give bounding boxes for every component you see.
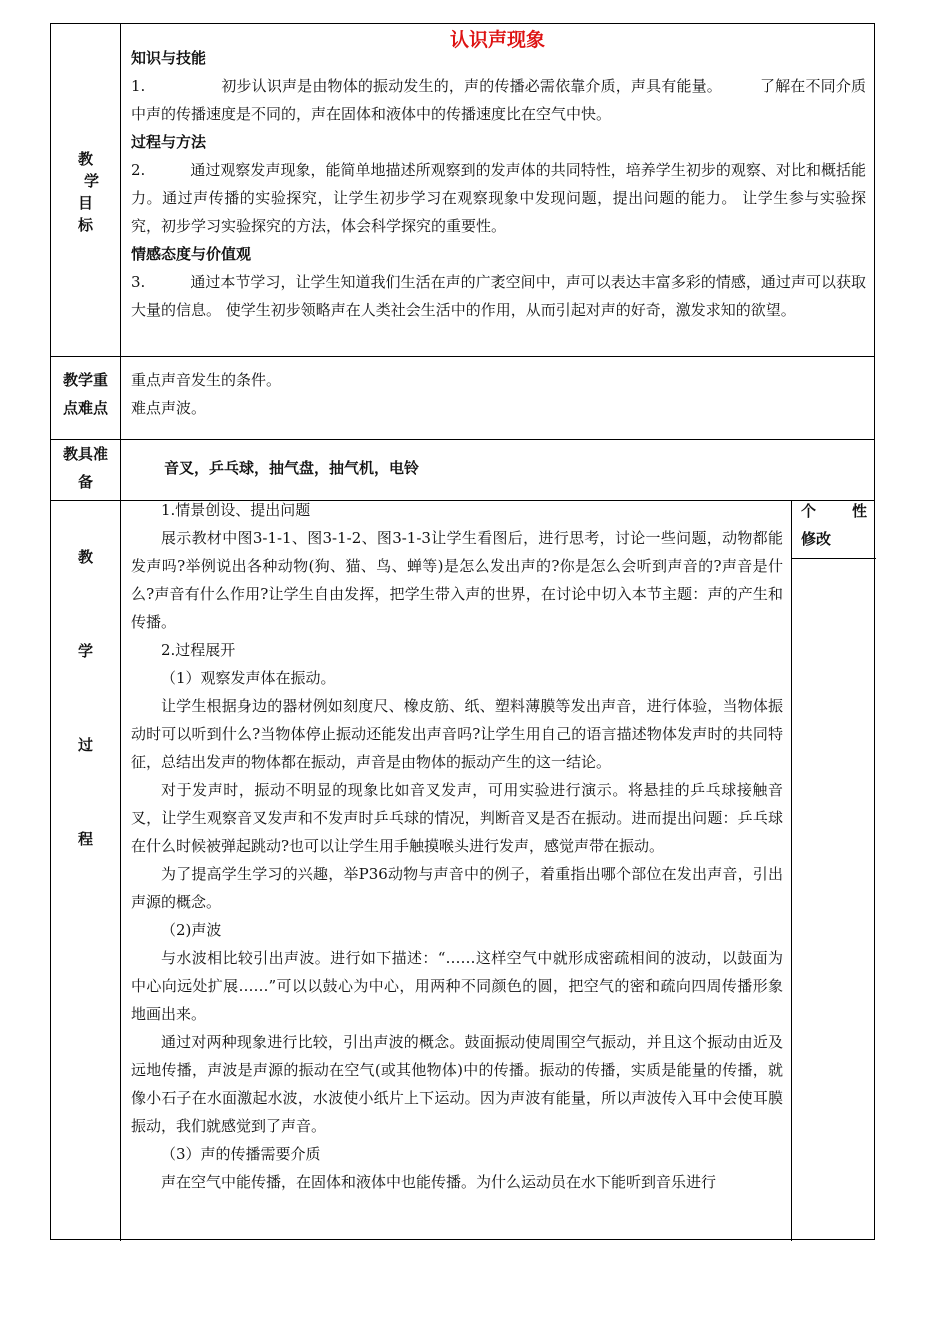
objective-paragraph: 3. 通过本节学习，让学生知道我们生活在声的广袤空间中，声可以表达丰富多彩的情感，通过声可以获取大量的信息。 使学生初步领略声在人类社会生活中的作用，从而引起对声的好奇，激发求知的欲望。 [131,273,866,319]
section-heading: 知识与技能 [131,49,207,67]
process-paragraph: 通过对两种现象进行比较，引出声波的概念。鼓面振动使周围空气振动，并且这个振动由近及远地传播，声波是声源的振动在空气(或其他物体)中的传播。振动的传播，实质是能量的传播，就像小石子在水面激起水波，水波使小纸片上下运动。因为声波有能量，所以声波传入耳中会使耳膜振动，我们就感觉到了声音。 [131,1033,783,1135]
row-divider [51,439,874,440]
section-heading: 过程与方法 [131,133,207,151]
process-paragraph: 对于发声时，振动不明显的现象比如音叉发声，可用实验进行演示。将悬挂的乒乓球接触音叉，让学生观察音叉发声和不发声时乒乓球的情况，判断音叉是否在振动。进而提出问题：乒乓球在什么时候被弹起跳动?也可以让学生用手触摸喉头进行发声，感觉声带在振动。 [131,781,783,855]
label-char: 学 [77,642,93,660]
label-char: 过 [77,736,93,754]
objective-paragraph: 2. 通过观察发声现象，能简单地描述所观察到的发声体的共同特性，培养学生初步的观察、对比和概括能力。通过声传播的实验探究，让学生初步学习在观察现象中发现问题，提出问题的能力。 让学生参与实验探究，初步学习实验探究的方法，体会科学探究的重要性。 [131,161,866,235]
process-paragraph: （3）声的传播需要介质 [161,1145,321,1163]
label-char: 标 [77,216,93,234]
difficulty-line: 难点声波。 [131,399,207,417]
process-paragraph: 1.情景创设、提出问题 [161,501,311,519]
key-points-label [51,366,120,422]
key-points-content [131,366,866,422]
process-paragraph: 与水波相比较引出声波。进行如下描述：“……这样空气中就形成密疏相间的波动，以鼓面为中心向远处扩展……”可以以鼓心为中心，用两种不同颜色的圆，把空气的密和疏向四周传播形象地画出来。 [131,949,783,1023]
label-char: 目 [77,194,93,212]
tools-list: 音叉，乒乓球，抽气盘，抽气机，电铃 [164,459,420,477]
label-char: 教 [77,548,93,566]
label-line: 教学重 [62,371,108,389]
section-heading: 情感态度与价值观 [131,245,252,263]
tools-label [51,440,120,496]
side-header-divider [791,558,876,559]
label-char: 学 [83,172,99,190]
process-paragraph: 为了提高学生学习的兴趣，举P36动物与声音中的例子，着重指出哪个部位在发出声音，引出声源的概念。 [131,865,783,911]
process-paragraph: 2.过程展开 [161,641,236,659]
side-column-divider [791,500,792,1241]
label-line: 备 [77,473,93,491]
key-point-line: 重点声音发生的条件。 [131,371,282,389]
process-paragraph: 展示教材中图3-1-1、图3-1-2、图3-1-3让学生看图后，进行思考，讨论一些问题，动物都能发声吗?举例说出各种动物(狗、猫、鸟、蝉等)是怎么发出声的?你是怎么会听到声音的?声音是什么?声音有什么作用?让学生自由发挥，把学生带入声的世界，在讨论中切入本节主题：声的产生和传播。 [131,529,783,631]
label-line: 教具准 [62,445,108,463]
label-column-divider [120,24,121,1241]
lesson-table [50,23,875,1240]
objectives-label [51,148,120,236]
personal-revision-label: 个 性修改 [801,502,867,548]
label-char: 程 [77,830,93,848]
objective-paragraph: 1. 初步认识声是由物体的振动发生的，声的传播必需依靠介质，声具有能量。 了解在不同介质中声的传播速度是不同的，声在固体和液体中的传播速度比在空气中快。 [131,77,866,123]
row-divider [51,356,874,357]
label-line: 点难点 [62,399,108,417]
process-paragraph: 声在空气中能传播，在固体和液体中也能传播。为什么运动员在水下能听到音乐进行 [161,1173,717,1191]
process-paragraph: （2)声波 [161,921,222,939]
page-title: 认识声现象 [449,29,545,51]
process-content [131,496,783,1196]
label-char: 教 [77,150,93,168]
process-paragraph: （1）观察发声体在振动。 [161,669,336,687]
process-paragraph: 让学生根据身边的器材例如刻度尺、橡皮筋、纸、塑料薄膜等发出声音，进行体验，当物体振动时可以听到什么?当物体停止振动还能发出声音吗?让学生用自己的语言描述物体发声时的共同特征，总结出发声的物体都在振动，声音是由物体的振动产生的这一结论。 [131,697,783,771]
objectives-content [131,44,866,324]
